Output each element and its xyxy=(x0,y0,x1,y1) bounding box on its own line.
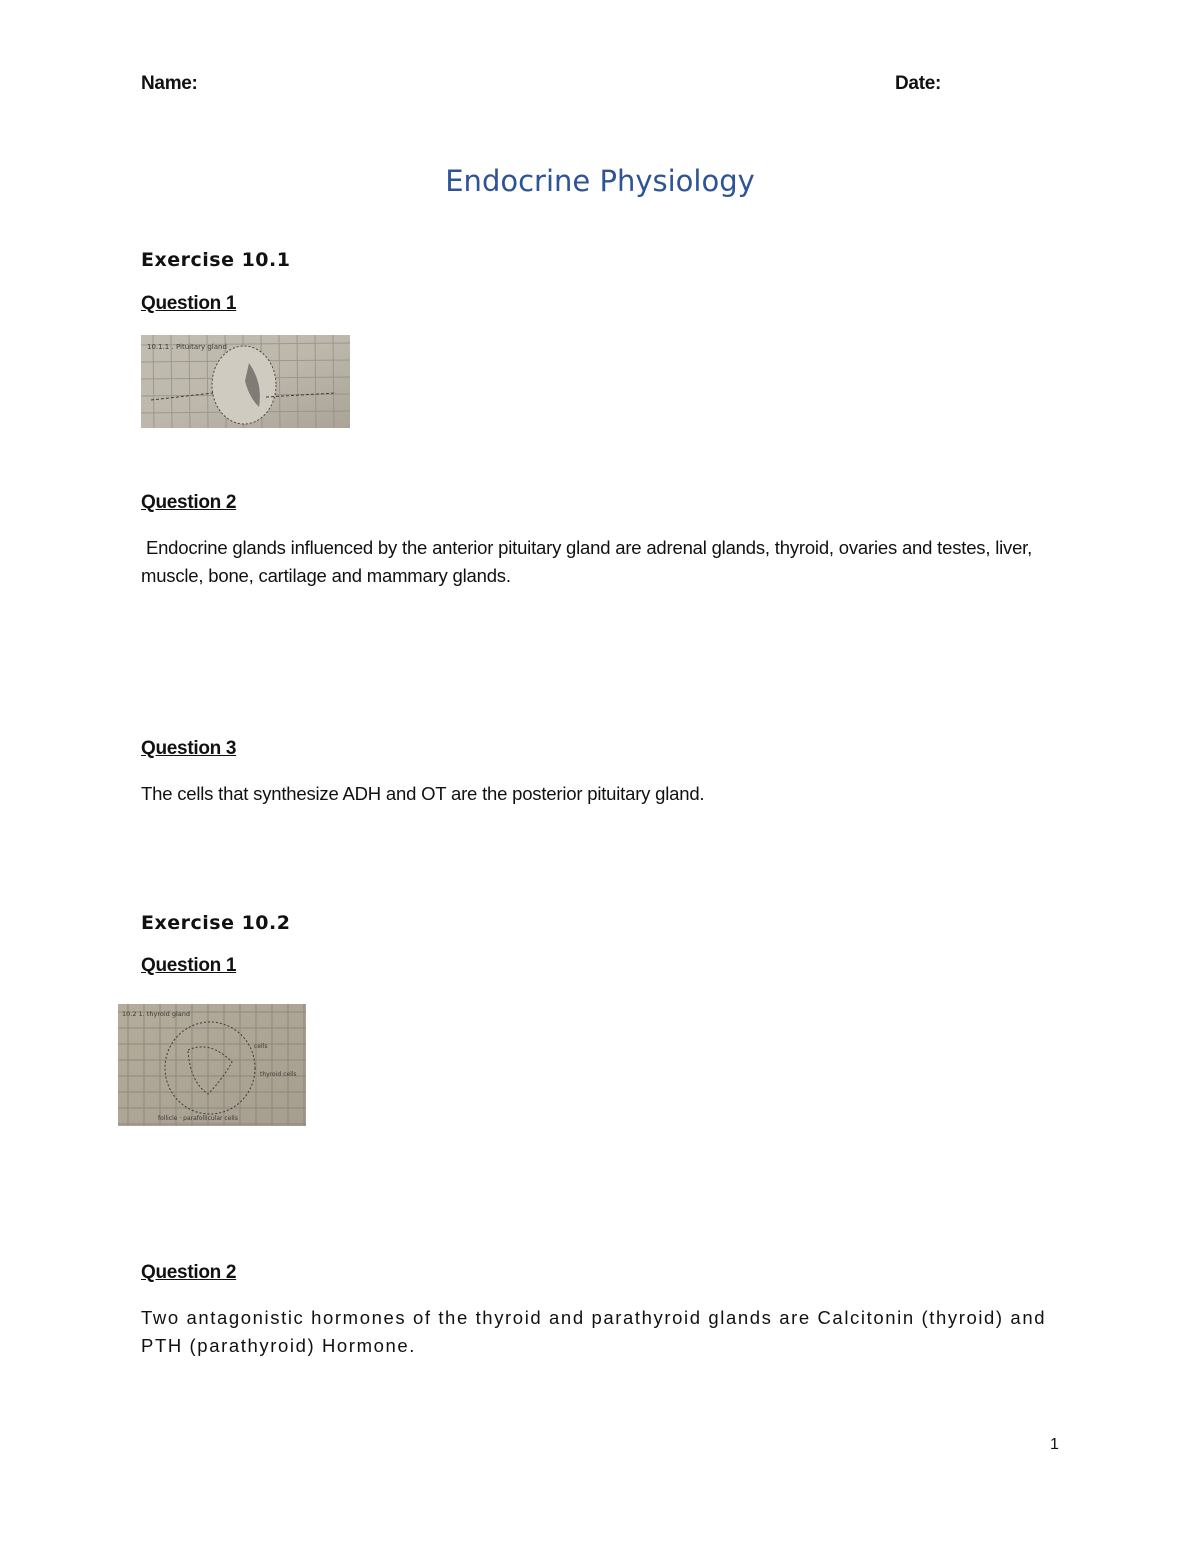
pituitary-sketch-drawing xyxy=(141,335,350,428)
pituitary-sketch-image xyxy=(141,335,350,428)
question-heading: Question 3 xyxy=(141,738,237,759)
thyroid-sketch-image xyxy=(118,1004,306,1126)
page-title: Endocrine Physiology xyxy=(445,164,755,198)
date-label: Date: xyxy=(895,73,942,94)
answer-text: Two antagonistic hormones of the thyroid and parathyroid glands are Calcitonin (thyroid) and PTH (parathyroid) Hormone. xyxy=(141,1307,1047,1356)
svg-text:10.1.1 . Pituitary gland: 10.1.1 . Pituitary gland xyxy=(147,343,227,351)
exercise-heading: Exercise 10.2 xyxy=(141,912,291,934)
svg-text:cells: cells xyxy=(254,1043,268,1050)
svg-text:follicle · parafollicular ce: follicle · parafollicular cells xyxy=(158,1115,238,1122)
svg-text:10.2 1. thyroid gland: 10.2 1. thyroid gland xyxy=(122,1010,190,1018)
svg-text:thyroid cells: thyroid cells xyxy=(260,1071,297,1078)
question-heading: Question 2 xyxy=(141,492,237,513)
answer-text: Endocrine glands influenced by the anterior pituitary gland are adrenal glands, thyroid, ovaries and testes, liver, muscle, bone, cartilage and mammary glands. xyxy=(141,537,1038,586)
page-number: 1 xyxy=(1050,1436,1059,1453)
question-heading: Question 2 xyxy=(141,1262,237,1283)
answer-text: The cells that synthesize ADH and OT are the posterior pituitary gland. xyxy=(141,783,705,804)
question-heading: Question 1 xyxy=(141,955,237,976)
thyroid-sketch-drawing xyxy=(118,1004,306,1126)
question-heading: Question 1 xyxy=(141,293,237,314)
name-label: Name: xyxy=(141,73,198,94)
exercise-heading: Exercise 10.1 xyxy=(141,249,291,271)
